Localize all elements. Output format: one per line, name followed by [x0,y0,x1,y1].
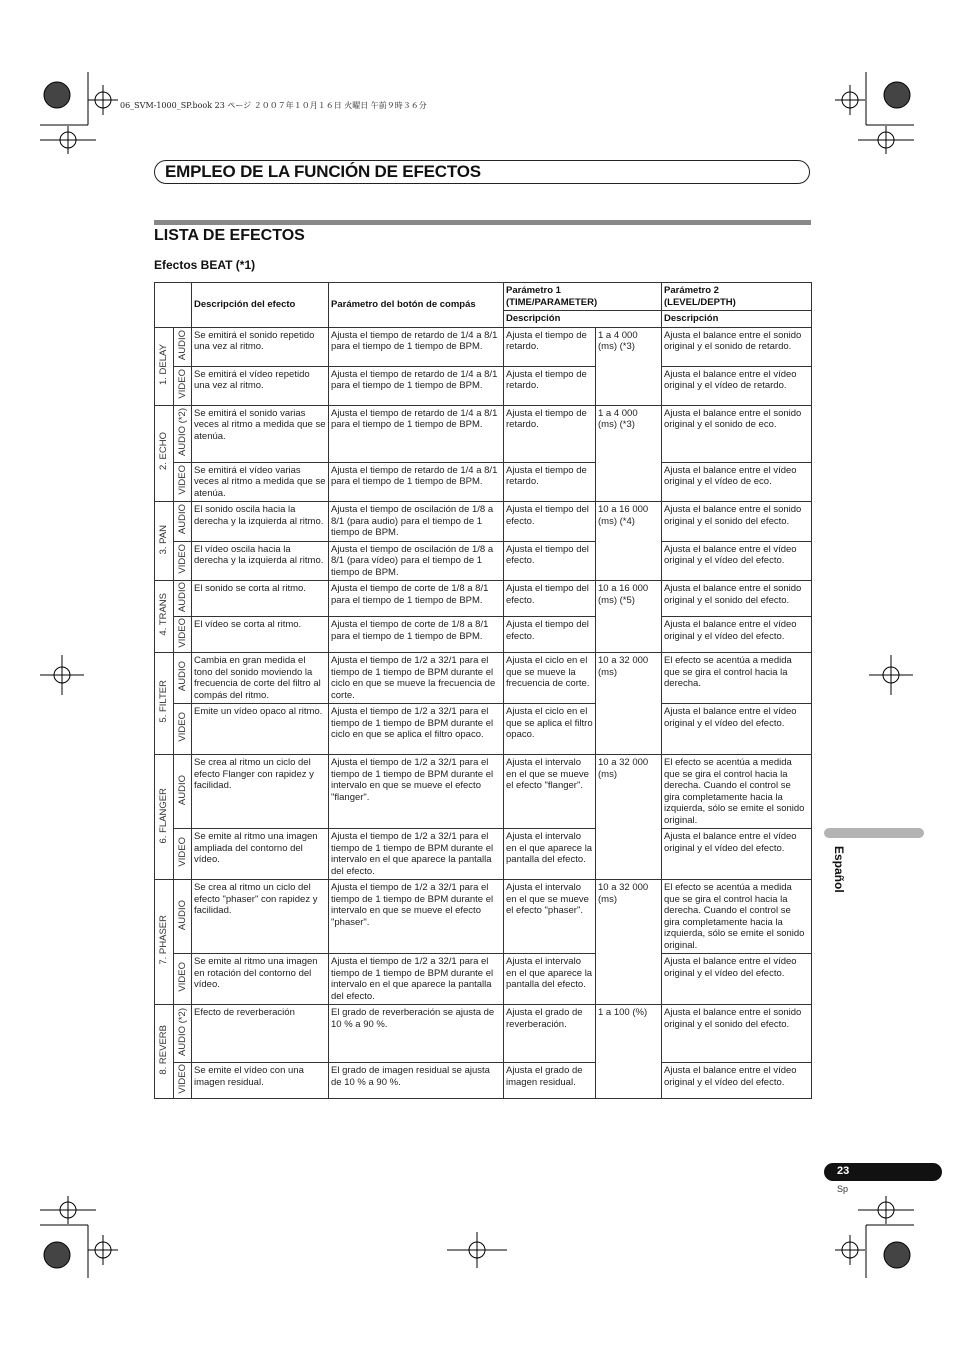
param1-desc-cell: Ajusta el intervalo en el que aparece la pantalla del efecto. [504,954,596,1005]
param2-desc-cell: El efecto se acentúa a medida que se gira el control hacia la derecha. Cuando el control se gira completamente hacia la izquierda, sólo se emite el sonido original. [662,755,812,829]
table-row [155,653,812,704]
signal-type-cell [174,462,192,502]
param2-desc-cell: Ajusta el balance entre el sonido original y el sonido del efecto. [662,581,812,617]
chapter-title-bar [154,160,810,184]
language-side-tab [824,828,924,838]
effect-desc-cell: El sonido se corta al ritmo. [192,581,329,617]
param2-desc-cell: Ajusta el balance entre el vídeo original y el vídeo del efecto. [662,704,812,755]
header-param-btn: Parámetro del botón de compás [329,283,504,328]
param2-desc-cell: Ajusta el balance entre el vídeo original y el vídeo del efecto. [662,829,812,880]
signal-type-cell [174,405,192,462]
effect-name: 5. FILTER [158,680,170,724]
signal-type: VIDEO [176,368,188,399]
beat-param-cell: Ajusta el tiempo de retardo de 1/4 a 8/1 para el tiempo de 1 tiempo de BPM. [329,366,504,405]
effect-desc-cell: El vídeo oscila hacia la derecha y la izquierda al ritmo. [192,541,329,581]
param1-range-cell [596,704,662,755]
param1-range-cell [596,366,662,405]
param1-range-cell [596,954,662,1005]
beat-param-cell: Ajusta el tiempo de corte de 1/8 a 8/1 para el tiempo de 1 tiempo de BPM. [329,581,504,617]
page-language-code: Sp [837,1184,849,1194]
param1-desc-cell: Ajusta el tiempo del efecto. [504,541,596,581]
table-row [155,541,812,581]
table-row [155,327,812,366]
print-header-meta: 06_SVM-1000_SP.book 23 ページ ２００７年１０月１６日 火曜日 午前９時３６分 [120,101,427,110]
header-desc: Descripción del efecto [192,283,329,328]
effect-name: 1. DELAY [158,343,170,385]
signal-type-cell [174,829,192,880]
beat-param-cell: Ajusta el tiempo de retardo de 1/4 a 8/1 para el tiempo de 1 tiempo de BPM. [329,327,504,366]
param1-desc-cell: Ajusta el tiempo del efecto. [504,617,596,653]
table-row [155,617,812,653]
header-param1-desc: Descripción [504,311,662,328]
signal-type: VIDEO [176,465,188,495]
param2-desc-cell: Ajusta el balance entre el sonido original y el sonido de retardo. [662,327,812,366]
effect-desc-cell: Se emite el vídeo con una imagen residual. [192,1063,329,1099]
param1-desc-cell: Ajusta el ciclo en el que se aplica el filtro opaco. [504,704,596,755]
signal-type: VIDEO [176,712,188,743]
table-row [155,829,812,880]
effect-desc-cell: Se emitirá el vídeo varias veces al ritmo a medida que se atenúa. [192,462,329,502]
signal-type-cell [174,755,192,829]
param1-desc-cell: Ajusta el tiempo del efecto. [504,581,596,617]
effect-name-cell [155,880,174,1005]
effect-desc-cell: Se emite al ritmo una imagen en rotación del contorno del vídeo. [192,954,329,1005]
param1-desc-cell: Ajusta el tiempo del efecto. [504,502,596,542]
param2-desc-cell: Ajusta el balance entre el vídeo original y el vídeo de retardo. [662,366,812,405]
signal-type-cell [174,1005,192,1063]
section-title: LISTA DE EFECTOS [154,227,305,244]
table-row [155,462,812,502]
signal-type: VIDEO [176,837,188,868]
signal-type: AUDIO [176,774,188,805]
param2-desc-cell: Ajusta el balance entre el sonido original y el sonido del efecto. [662,1005,812,1063]
param1-desc-cell: Ajusta el intervalo en el que aparece la pantalla del efecto. [504,829,596,880]
param1-range-cell [596,617,662,653]
effect-name: 7. PHASER [158,915,170,966]
effect-desc-cell: Se crea al ritmo un ciclo del efecto Flanger con rapidez y facilidad. [192,755,329,829]
param1-desc-cell: Ajusta el intervalo en el que se mueve el efecto "flanger". [504,755,596,829]
table-row [155,581,812,617]
table-row [155,366,812,405]
effect-name-cell [155,581,174,653]
param1-desc-cell: Ajusta el tiempo de retardo. [504,462,596,502]
signal-type-cell [174,1063,192,1099]
effect-name: 8. REVERB [158,1024,170,1075]
effect-name-cell [155,1005,174,1099]
page-number-badge [824,1163,942,1181]
header-param2-desc: Descripción [662,311,812,328]
signal-type: AUDIO [176,661,188,692]
param1-range-cell: 10 a 16 000 (ms) (*5) [596,581,662,617]
param1-range-cell: 10 a 32 000 (ms) [596,653,662,704]
table-header-row [155,283,812,311]
param1-range-cell: 10 a 32 000 (ms) [596,880,662,954]
beat-param-cell: Ajusta el tiempo de oscilación de 1/8 a 8/1 (para vídeo) para el tiempo de 1 tiempo de BPM. [329,541,504,581]
signal-type-cell [174,704,192,755]
signal-type-cell [174,327,192,366]
signal-type-cell [174,880,192,954]
param1-range-cell: 1 a 4 000 (ms) (*3) [596,327,662,366]
effect-desc-cell: Cambia en gran medida el tono del sonido moviendo la frecuencia de corte del filtro al compás del ritmo. [192,653,329,704]
signal-type-cell [174,502,192,542]
effect-name-cell [155,502,174,581]
effect-desc-cell: El sonido oscila hacia la derecha y la izquierda al ritmo. [192,502,329,542]
param1-desc-cell: Ajusta el intervalo en el que se mueve el efecto "phaser". [504,880,596,954]
header-param2: Parámetro 2 (LEVEL/DEPTH) [662,283,812,311]
param2-desc-cell: Ajusta el balance entre el vídeo original y el vídeo del efecto. [662,954,812,1005]
effect-name: 6. FLANGER [158,787,170,843]
effect-desc-cell: Se crea al ritmo un ciclo del efecto "phaser" con rapidez y facilidad. [192,880,329,954]
param1-range-cell [596,1063,662,1099]
beat-param-cell: El grado de imagen residual se ajusta de 10 % a 90 %. [329,1063,504,1099]
signal-type: VIDEO [176,962,188,993]
beat-param-cell: Ajusta el tiempo de oscilación de 1/8 a 8/1 (para audio) para el tiempo de 1 tiempo de BPM. [329,502,504,542]
header-param1: Parámetro 1 (TIME/PARAMETER) [504,283,662,311]
param1-range-cell: 10 a 16 000 (ms) (*4) [596,502,662,542]
beat-param-cell: Ajusta el tiempo de 1/2 a 32/1 para el tiempo de 1 tiempo de BPM durante el intervalo en que se mueve el efecto "phaser". [329,880,504,954]
param1-range-cell: 10 a 32 000 (ms) [596,755,662,829]
effect-desc-cell: Se emitirá el sonido varias veces al ritmo a medida que se atenúa. [192,405,329,462]
beat-param-cell: El grado de reverberación se ajusta de 10 % a 90 %. [329,1005,504,1063]
table-row [155,1005,812,1063]
signal-type: AUDIO (*2) [176,407,188,456]
effects-table-body [155,327,812,1099]
table-row [155,954,812,1005]
language-side-label: Español [832,846,846,893]
signal-type: VIDEO [176,544,188,574]
param1-range-cell [596,462,662,502]
beat-param-cell: Ajusta el tiempo de 1/2 a 32/1 para el tiempo de 1 tiempo de BPM durante el ciclo en que se aplica el filtro opaco. [329,704,504,755]
signal-type: VIDEO [176,1063,188,1094]
signal-type: AUDIO [176,504,188,535]
param1-desc-cell: Ajusta el grado de reverberación. [504,1005,596,1063]
param1-desc-cell: Ajusta el tiempo de retardo. [504,405,596,462]
effect-desc-cell: Se emitirá el sonido repetido una vez al ritmo. [192,327,329,366]
param1-range-cell: 1 a 4 000 (ms) (*3) [596,405,662,462]
signal-type: AUDIO [176,899,188,930]
signal-type: AUDIO (*2) [176,1007,188,1056]
table-row [155,1063,812,1099]
param1-desc-cell: Ajusta el ciclo en el que se mueve la frecuencia de corte. [504,653,596,704]
effect-name: 3. PAN [158,524,170,554]
subsection-title: Efectos BEAT (*1) [154,258,256,272]
effect-name-cell [155,327,174,405]
signal-type-cell [174,366,192,405]
header-empty-cell [155,283,192,328]
signal-type-cell [174,617,192,653]
param1-desc-cell: Ajusta el tiempo de retardo. [504,327,596,366]
effect-desc-cell: Se emitirá el vídeo repetido una vez al ritmo. [192,366,329,405]
param2-desc-cell: Ajusta el balance entre el vídeo original y el vídeo del efecto. [662,1063,812,1099]
chapter-title: EMPLEO DE LA FUNCIÓN DE EFECTOS [165,162,481,181]
param1-range-cell: 1 a 100 (%) [596,1005,662,1063]
param2-desc-cell: Ajusta el balance entre el vídeo original y el vídeo del efecto. [662,617,812,653]
param1-range-cell [596,829,662,880]
page-number: 23 [837,1165,850,1177]
param2-desc-cell: El efecto se acentúa a medida que se gira el control hacia la derecha. [662,653,812,704]
table-row [155,502,812,542]
table-row [155,704,812,755]
signal-type-cell [174,581,192,617]
effect-name-cell [155,653,174,755]
signal-type: VIDEO [176,617,188,648]
beat-param-cell: Ajusta el tiempo de 1/2 a 32/1 para el tiempo de 1 tiempo de BPM durante el ciclo en que se mueve la frecuencia de corte. [329,653,504,704]
param2-desc-cell: Ajusta el balance entre el vídeo original y el vídeo de eco. [662,462,812,502]
param2-desc-cell: Ajusta el balance entre el sonido original y el sonido de eco. [662,405,812,462]
effect-desc-cell: Efecto de reverberación [192,1005,329,1063]
signal-type-cell [174,541,192,581]
beat-param-cell: Ajusta el tiempo de corte de 1/8 a 8/1 para el tiempo de 1 tiempo de BPM. [329,617,504,653]
signal-type-cell [174,653,192,704]
effect-name-cell [155,405,174,502]
signal-type-cell [174,954,192,1005]
signal-type: AUDIO [176,329,188,360]
effect-name-cell [155,755,174,880]
effect-name: 4. TRANS [158,593,170,637]
param1-desc-cell: Ajusta el grado de imagen residual. [504,1063,596,1099]
effect-desc-cell: Se emite al ritmo una imagen ampliada del contorno del vídeo. [192,829,329,880]
beat-param-cell: Ajusta el tiempo de 1/2 a 32/1 para el tiempo de 1 tiempo de BPM durante el intervalo en el que aparece la pantalla del efecto. [329,829,504,880]
effect-name: 2. ECHO [158,432,170,471]
table-row [155,405,812,462]
beat-param-cell: Ajusta el tiempo de 1/2 a 32/1 para el tiempo de 1 tiempo de BPM durante el intervalo en que se mueve el efecto "flanger". [329,755,504,829]
table-row [155,755,812,829]
section-rule [154,220,811,225]
param1-range-cell [596,541,662,581]
beat-param-cell: Ajusta el tiempo de 1/2 a 32/1 para el tiempo de 1 tiempo de BPM durante el intervalo en el que aparece la pantalla del efecto. [329,954,504,1005]
param2-desc-cell: El efecto se acentúa a medida que se gira el control hacia la derecha. Cuando el control se gira completamente hacia la izquierda, sólo se emite el sonido original. [662,880,812,954]
effect-desc-cell: Emite un vídeo opaco al ritmo. [192,704,329,755]
table-row [155,880,812,954]
effects-table [154,282,812,1099]
beat-param-cell: Ajusta el tiempo de retardo de 1/4 a 8/1 para el tiempo de 1 tiempo de BPM. [329,405,504,462]
param1-desc-cell: Ajusta el tiempo de retardo. [504,366,596,405]
param2-desc-cell: Ajusta el balance entre el vídeo original y el vídeo del efecto. [662,541,812,581]
param2-desc-cell: Ajusta el balance entre el sonido original y el sonido del efecto. [662,502,812,542]
effect-desc-cell: El vídeo se corta al ritmo. [192,617,329,653]
signal-type: AUDIO [176,581,188,612]
beat-param-cell: Ajusta el tiempo de retardo de 1/4 a 8/1 para el tiempo de 1 tiempo de BPM. [329,462,504,502]
